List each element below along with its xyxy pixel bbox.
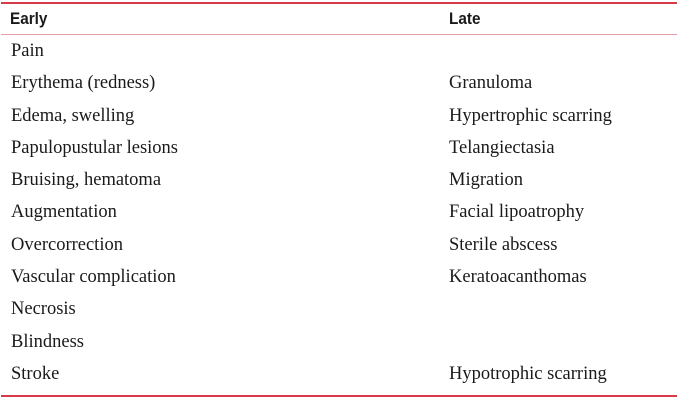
table-row xyxy=(1,196,677,228)
cell-early: Erythema (redness) xyxy=(11,73,156,94)
cell-late: Keratoacanthomas xyxy=(449,267,587,288)
table-row xyxy=(1,132,677,164)
cell-late: Granuloma xyxy=(449,73,533,94)
column-header-late: Late xyxy=(449,9,481,28)
cell-late: Migration xyxy=(449,170,523,191)
cell-early: Stroke xyxy=(11,363,60,384)
table-row xyxy=(1,326,677,358)
column-header-early: Early xyxy=(10,9,48,28)
table-body xyxy=(1,35,677,390)
table-row xyxy=(1,229,677,261)
cell-early: Edema, swelling xyxy=(11,105,135,126)
table-header-row xyxy=(1,4,677,35)
table-row xyxy=(1,100,677,132)
table-row xyxy=(1,35,677,67)
cell-late: Sterile abscess xyxy=(449,234,558,255)
table-row xyxy=(1,261,677,293)
cell-late: Telangiectasia xyxy=(449,137,555,158)
complications-table xyxy=(1,2,677,390)
cell-early: Blindness xyxy=(11,331,84,352)
cell-early: Necrosis xyxy=(11,299,76,320)
cell-early: Augmentation xyxy=(11,202,117,223)
cell-late: Hypotrophic scarring xyxy=(449,363,607,384)
cell-late: Hypertrophic scarring xyxy=(449,105,612,126)
cell-early: Pain xyxy=(11,41,44,61)
table-row xyxy=(1,164,677,196)
cell-early: Bruising, hematoma xyxy=(11,170,162,191)
table-row xyxy=(1,358,677,390)
table-row xyxy=(1,293,677,325)
table-row xyxy=(1,67,677,99)
cell-early: Overcorrection xyxy=(11,234,123,255)
cell-late: Facial lipoatrophy xyxy=(449,202,585,223)
cell-early: Vascular complication xyxy=(11,267,176,288)
bottom-rule xyxy=(1,395,677,397)
cell-early: Papulopustular lesions xyxy=(11,137,179,158)
